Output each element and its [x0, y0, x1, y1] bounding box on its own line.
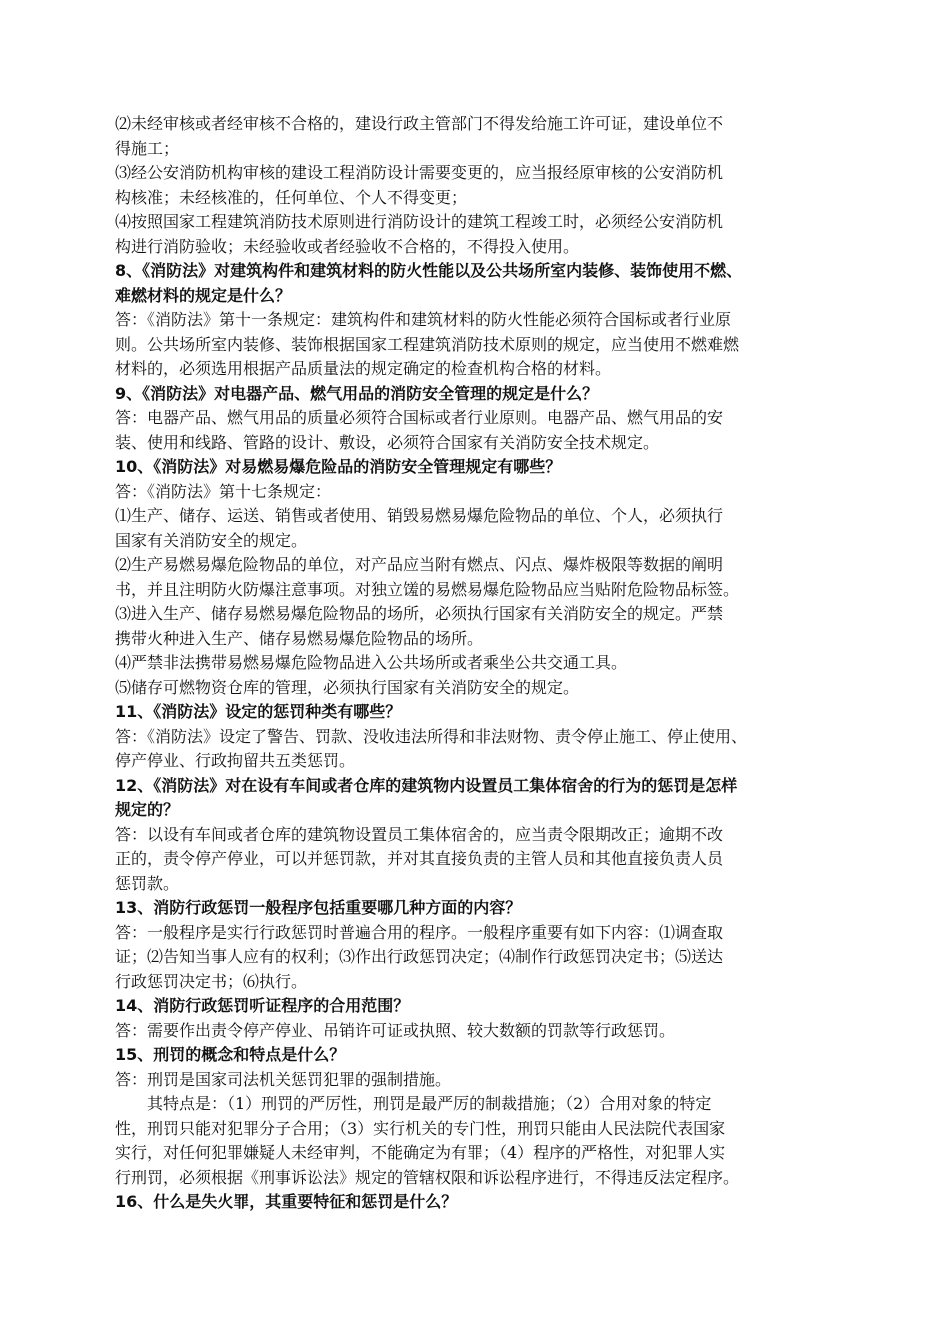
question-heading-line: 11、《消防法》设定的惩罚种类有哪些？ [115, 702, 402, 721]
question-heading-line: 13、消防行政惩罚一般程序包括重要哪几种方面的内容？ [115, 898, 522, 917]
body-text-line: ⑷严禁非法携带易燃易爆危险物品进入公共场所或者乘坐公共交通工具。 [115, 653, 628, 672]
body-text-line: 答：《消防法》第十七条规定： [115, 481, 332, 501]
body-text-line: ⑴生产、储存、运送、销售或者使用、销毁易燃易爆危险物品的单位、个人，必须执行 [115, 506, 724, 525]
body-text-line: 答：刑罚是国家司法机关惩罚犯罪的强制措施。 [115, 1069, 452, 1089]
body-text-line: 行政惩罚决定书；⑹执行。 [115, 971, 308, 991]
body-text-line: 材料的，必须选用根据产品质量法的规定确定的检查机构合格的材料。 [115, 359, 612, 378]
question-heading-line: 12、《消防法》对在设有车间或者仓库的建筑物内设置员工集体宿舍的行为的惩罚是怎样 [115, 775, 738, 795]
body-text-line: 答：《消防法》设定了警告、罚款、没收违法所得和非法财物、责令停止施工、停止使用、 [115, 726, 748, 746]
body-text-line: 构核准；未经核准的，任何单位、个人不得变更； [115, 187, 468, 207]
body-text-line: ⑵生产易燃易爆危险物品的单位，对产品应当附有燃点、闪点、爆炸极限等数据的阐明 [115, 555, 724, 574]
document-page [115, 112, 865, 1215]
body-text-line: 性，刑罚只能对犯罪分子合用；（3）实行机关的专门性，刑罚只能由人民法院代表国家 [115, 1118, 726, 1138]
body-text-line: ⑵未经审核或者经审核不合格的，建设行政主管部门不得发给施工许可证，建设单位不 [115, 114, 724, 133]
body-text-line: 答：需要作出责令停产停业、吊销许可证或执照、较大数额的罚款等行政惩罚。 [115, 1020, 676, 1040]
body-text-line: 答：以设有车间或者仓库的建筑物设置员工集体宿舍的，应当责令限期改正；逾期不改 [115, 824, 724, 844]
body-text-line: 正的，责令停产停业，可以并惩罚款，并对其直接负责的主管人员和其他直接负责人员 [115, 849, 724, 868]
question-heading-line: 规定的？ [115, 800, 180, 819]
body-text-line: 答：《消防法》第十一条规定：建筑构件和建筑材料的防火性能必须符合国标或者行业原 [115, 310, 732, 329]
body-text-line: 其特点是：（1）刑罚的严厉性，刑罚是最严厉的制裁措施；（2）合用对象的特定 [147, 1094, 712, 1113]
question-heading-line: 15、刑罚的概念和特点是什么？ [115, 1045, 346, 1064]
question-heading-line: 14、消防行政惩罚听证程序的合用范围？ [115, 996, 410, 1015]
question-heading-line: 难燃材料的规定是什么？ [115, 285, 292, 305]
body-text-line: 惩罚款。 [115, 873, 180, 893]
body-text-line: 构进行消防验收；未经验收或者经验收不合格的，不得投入使用。 [115, 236, 580, 256]
body-text-line: 国家有关消防安全的规定。 [115, 530, 308, 550]
body-text-line: ⑷按照国家工程建筑消防技术原则进行消防设计的建筑工程竣工时，必须经公安消防机 [115, 212, 724, 231]
body-text-line: 停产停业、行政拘留共五类惩罚。 [115, 751, 356, 770]
body-text-line: 则。公共场所室内装修、装饰根据国家工程建筑消防技术原则的规定，应当使用不燃难燃 [115, 334, 740, 354]
body-text-line: ⑶经公安消防机构审核的建设工程消防设计需要变更的，应当报经原审核的公安消防机 [115, 163, 724, 182]
body-text-line: 书，并且注明防火防爆注意事项。对独立馐的易燃易爆危险物品应当贴附危险物品标签。 [115, 579, 740, 599]
body-text-line: 答：一般程序是实行行政惩罚时普遍合用的程序。一般程序重要有如下内容：⑴调查取 [115, 922, 724, 942]
body-text-line: 答：电器产品、燃气用品的质量必须符合国标或者行业原则。电器产品、燃气用品的安 [115, 408, 724, 427]
question-heading-line: 10、《消防法》对易燃易爆危险品的消防安全管理规定有哪些？ [115, 457, 562, 476]
body-text-line: ⑶进入生产、储存易燃易爆危险物品的场所，必须执行国家有关消防安全的规定。严禁 [115, 604, 724, 623]
body-text-line: ⑸储存可燃物资仓库的管理，必须执行国家有关消防安全的规定。 [115, 677, 580, 697]
body-text-line: 证；⑵告知当事人应有的权利；⑶作出行政惩罚决定；⑷制作行政惩罚决定书；⑸送达 [115, 947, 724, 966]
question-heading-line: 8、《消防法》对建筑构件和建筑材料的防火性能以及公共场所室内装修、装饰使用不燃、 [115, 261, 743, 280]
body-text-line: 装、使用和线路、管路的设计、敷设，必须符合国家有关消防安全技术规定。 [115, 432, 660, 452]
body-text-line: 行刑罚，必须根据《刑事诉讼法》规定的管辖权限和诉讼程序进行，不得违反法定程序。 [115, 1167, 740, 1187]
question-heading-line: 9、《消防法》对电器产品、燃气用品的消防安全管理的规定是什么？ [115, 383, 599, 403]
question-heading-line: 16、什么是失火罪，其重要特征和惩罚是什么？ [115, 1192, 458, 1211]
body-text-line: 实行，对任何犯罪嫌疑人未经审判，不能确定为有罪；（4）程序的严格性，对犯罪人实 [115, 1143, 726, 1162]
body-text-line: 携带火种进入生产、储存易燃易爆危险物品的场所。 [115, 628, 484, 648]
body-text-line: 得施工； [115, 138, 180, 158]
